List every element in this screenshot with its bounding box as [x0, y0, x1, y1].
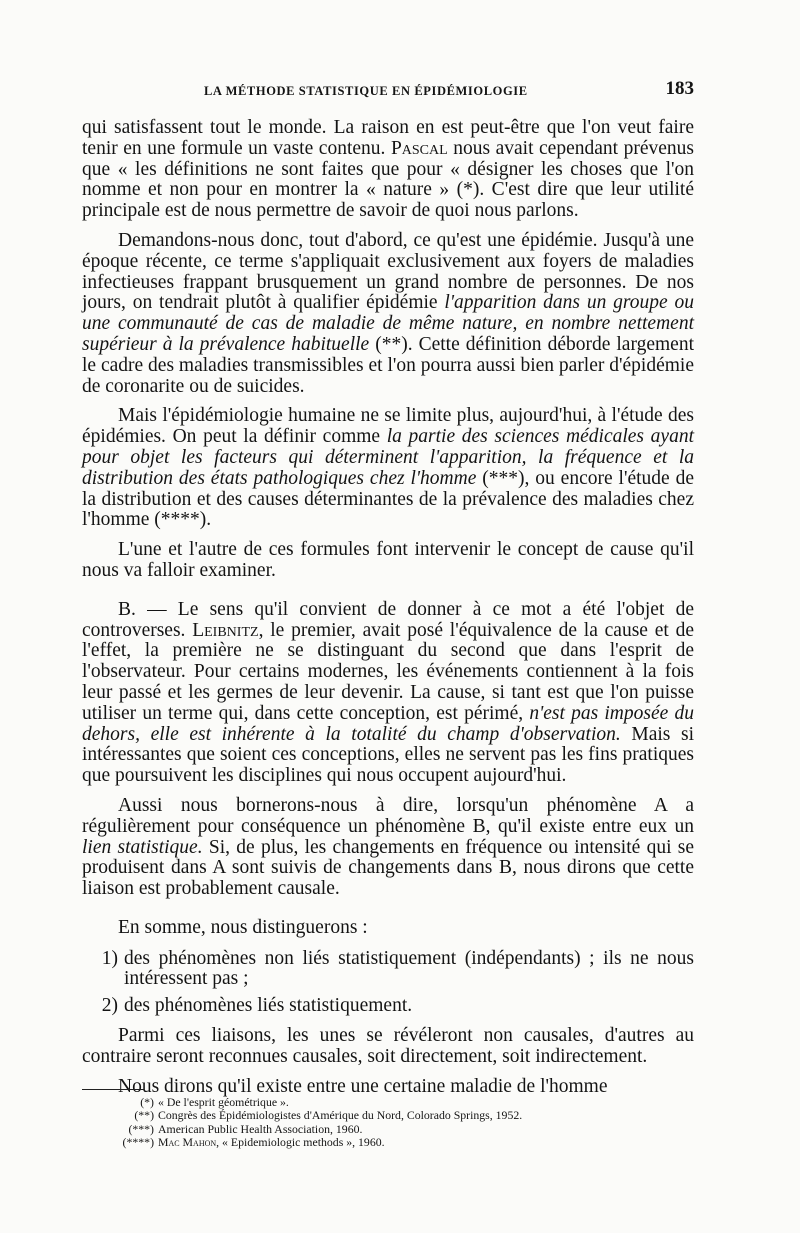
list-item: 2) des phénomènes liés statistiquement.	[101, 995, 413, 1017]
paragraph-3: Mais l'épidémiologie humaine ne se limite plus, aujourd'hui, à l'étude des épidémies. On peut la définir comme la partie des sciences médicales ayant pour objet les facteurs qui déterminent l'apparition, la fréquence et la distribution des états pathologiques chez l'homme (***), ou encore l'étude de la distribution et des causes déterminantes de la prévalence des maladies chez l'homme (****).	[82, 405, 694, 531]
italic-term: lien statistique.	[82, 836, 203, 858]
footnotes	[102, 1096, 662, 1150]
footnote: (***) American Public Health Association, 1960.	[128, 1121, 363, 1136]
italic-phrase: n'est pas imposée du dehors, elle est inhérente à la totalité du champ d'observation.	[82, 702, 694, 745]
numbered-list	[82, 949, 694, 1017]
book-page	[82, 78, 694, 1097]
footnote: (*) « De l'esprit géométrique ».	[140, 1095, 289, 1109]
footnote: (**) Congrès des Épidémiologistes d'Amérique du Nord, Colorado Springs, 1952.	[134, 1108, 523, 1123]
italic-definition: la partie des sciences médicales ayant pour objet les facteurs qui déterminent l'apparition, la fréquence et la distribution des états pathologiques chez l'homme	[82, 426, 694, 489]
paragraph-4: L'une et l'autre de ces formules font intervenir le concept de cause qu'il nous va falloir examiner.	[82, 539, 694, 581]
body-text	[82, 118, 694, 1097]
footnote-rule	[82, 1089, 144, 1090]
footnote: (****) Mac Mahon, « Epidemiologic methods », 1960.	[122, 1135, 385, 1150]
author-name: Pascal	[390, 137, 448, 159]
paragraph-2: Demandons-nous donc, tout d'abord, ce qu'est une épidémie. Jusqu'à une époque récente, ce terme s'appliquait exclusivement aux foyers de maladies infectieuses frappant brusquement un grand nombre de personnes. De nos jours, on tendrait plutôt à qualifier épidémie l'apparition dans un groupe ou une communauté de cas de maladie de même nature, en nombre nettement supérieur à la prévalence habituelle (**). Cette définition déborde largement le cadre des maladies transmissibles et l'on pourra aussi bien parler d'épidémie de coronarite ou de suicides.	[82, 229, 695, 397]
list-item: 1) des phénomènes non liés statistiquement (indépendants) ; ils ne nous intéressent pas ;	[101, 947, 694, 990]
page-header	[82, 78, 694, 106]
page-number: 183	[665, 78, 694, 99]
italic-definition: l'apparition dans un groupe ou une communauté de cas de maladie de même nature, en nombre nettement supérieur à la prévalence habituelle	[82, 292, 695, 355]
paragraph-9: Nous dirons qu'il existe entre une certaine maladie de l'homme	[118, 1075, 608, 1097]
author-name: Mac Mahon	[158, 1135, 217, 1150]
paragraph-1: qui satisfassent tout le monde. La raison en est peut-être que l'on veut faire tenir en une formule un vaste contenu. Pascal nous avait cependant prévenus que « les définitions ne sont faites que pour « désigner les choses que l'on nomme et non pour en montrer la « nature » (*). C'est dire que leur utilité principale est de nous permettre de savoir de quoi nous parlons.	[82, 117, 694, 222]
paragraph-8: Parmi ces liaisons, les unes se révéleront non causales, d'autres au contraire seront reconnues causales, soit directement, soit indirectement.	[82, 1025, 694, 1067]
running-title: LA MÉTHODE STATISTIQUE EN ÉPIDÉMIOLOGIE	[204, 84, 528, 98]
author-name: Leibnitz	[192, 619, 259, 641]
paragraph-6: Aussi nous bornerons-nous à dire, lorsqu'un phénomène A a régulièrement pour conséquence un phénomène B, qu'il existe entre eux un lien statistique. Si, de plus, les changements en fréquence ou intensité qui se produisent dans A sont suivis de changements dans B, nous dirons que cette liaison est probablement causale.	[82, 794, 695, 900]
paragraph-5: B. — Le sens qu'il convient de donner à ce mot a été l'objet de controverses. Leibnitz, le premier, avait posé l'équivalence de la cause et de l'effet, la première ne se distinguant du second que dans l'esprit de l'observateur. Pour certains modernes, les événements contiennent à la fois leur passé et les germes de leur devenir. La cause, si tant est que l'on puisse utiliser un terme qui, dans cette conception, est périmé, n'est pas imposée du dehors, elle est inhérente à la totalité du champ d'observation. Mais si intéressantes que soient ces conceptions, elles ne servent pas les fins pratiques que poursuivent les disciplines qui nous occupent aujourd'hui.	[82, 598, 694, 787]
paragraph-7: En somme, nous distinguerons :	[118, 916, 368, 938]
